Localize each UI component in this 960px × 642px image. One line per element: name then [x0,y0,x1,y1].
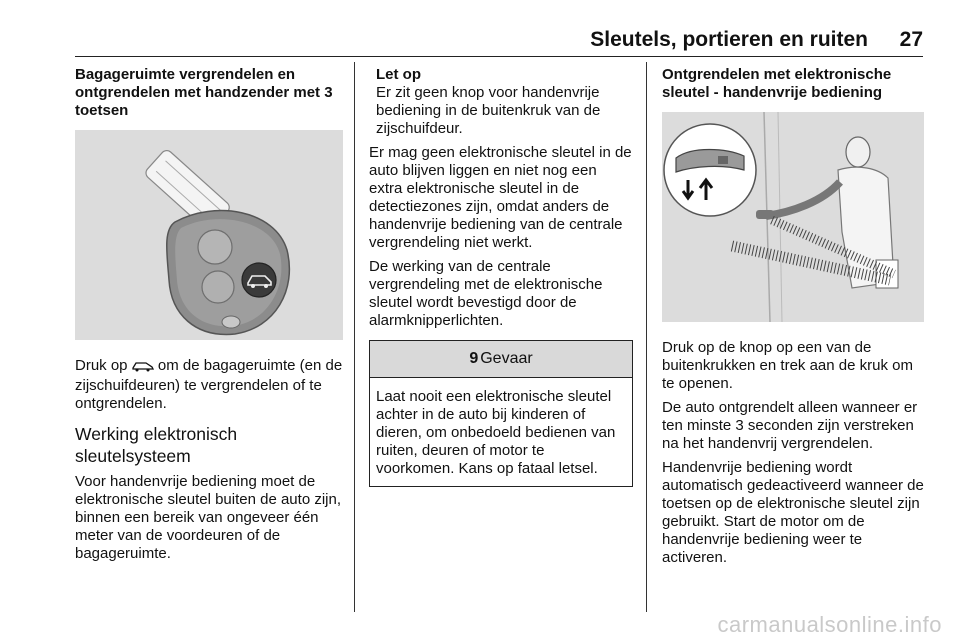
hands-free-illustration [662,112,924,322]
paragraph-deactivation: Handenvrije bediening wordt automatisch gedeactiveerd wanneer de toetsen op de elektronische sleutel zijn gebruikt. Start de motor om de handenvrije bediening weer te activeren. [662,459,924,566]
column-divider-1 [354,62,355,612]
watermark: carmanualsonline.info [717,612,942,637]
paragraph-no-key-inside: Er mag geen elektronische sleutel in de auto blijven liggen en niet nog een extra elektronische sleutel in de detectiezones zijn, omdat anders de handenvrije bediening van de centrale vergrendeling niet werkt. [369,144,632,251]
paragraph-hazard-confirm: De werking van de centrale vergrendeling met de elektronische sleutel wordt bevestigd door de alarmknipperlichten. [369,258,603,329]
hands-free-figure [662,112,924,327]
note-body: Er zit geen knop voor handenvrije bediening in de buitenkruk van de zijschuifdeur. [376,84,601,137]
section-heading-electronic-key: Werking elektronisch sleutelsysteem [75,424,238,466]
paragraph-unlock-delay: De auto ontgrendelt alleen wanneer er ten minste 3 seconden zijn verstreken na het handenvrij vergrendelen. [662,399,918,452]
warning-symbol: 9 [469,350,479,367]
paragraph-hands-free-range: Voor handenvrije bediening moet de elektronische sleutel buiten de auto zijn, binnen een bereik van ongeveer één meter van de voordeuren of de bagageruimte. [75,473,342,562]
paragraph-press-handle: Druk op de knop op een van de buitenkrukken en trek aan de kruk om te openen. [662,339,913,392]
column-divider-2 [646,62,647,612]
page-title: Sleutels, portieren en ruiten [590,28,868,51]
warning-title: Gevaar [480,350,533,367]
warning-header [370,341,632,378]
warning-box [369,340,633,487]
note-title: Let op [376,66,421,83]
paragraph-trunk-button: Druk op om de bagageruimte (en de zijschuifdeuren) te vergrendelen of te ontgrendelen. [75,357,343,412]
column-2 [369,66,633,487]
column-3 [662,66,924,573]
section-heading-trunk-lock: Bagageruimte vergrendelen en ontgrendelen met handzender met 3 toetsen [75,66,333,119]
key-fob-figure [75,130,343,345]
column-1 [75,66,343,569]
key-fob-illustration [75,130,343,340]
warning-body: Laat nooit een elektronische sleutel achter in de auto bij kinderen of dieren, om onbedoeld bedienen van ruiten, deuren of motor te voorkomen. Kans op fataal letsel. [376,388,616,477]
page-number: 27 [899,28,923,51]
page-header [75,22,923,57]
section-heading-hands-free-unlock: Ontgrendelen met elektronische sleutel - handenvrije bediening [662,66,892,101]
car-trunk-icon [132,359,154,377]
